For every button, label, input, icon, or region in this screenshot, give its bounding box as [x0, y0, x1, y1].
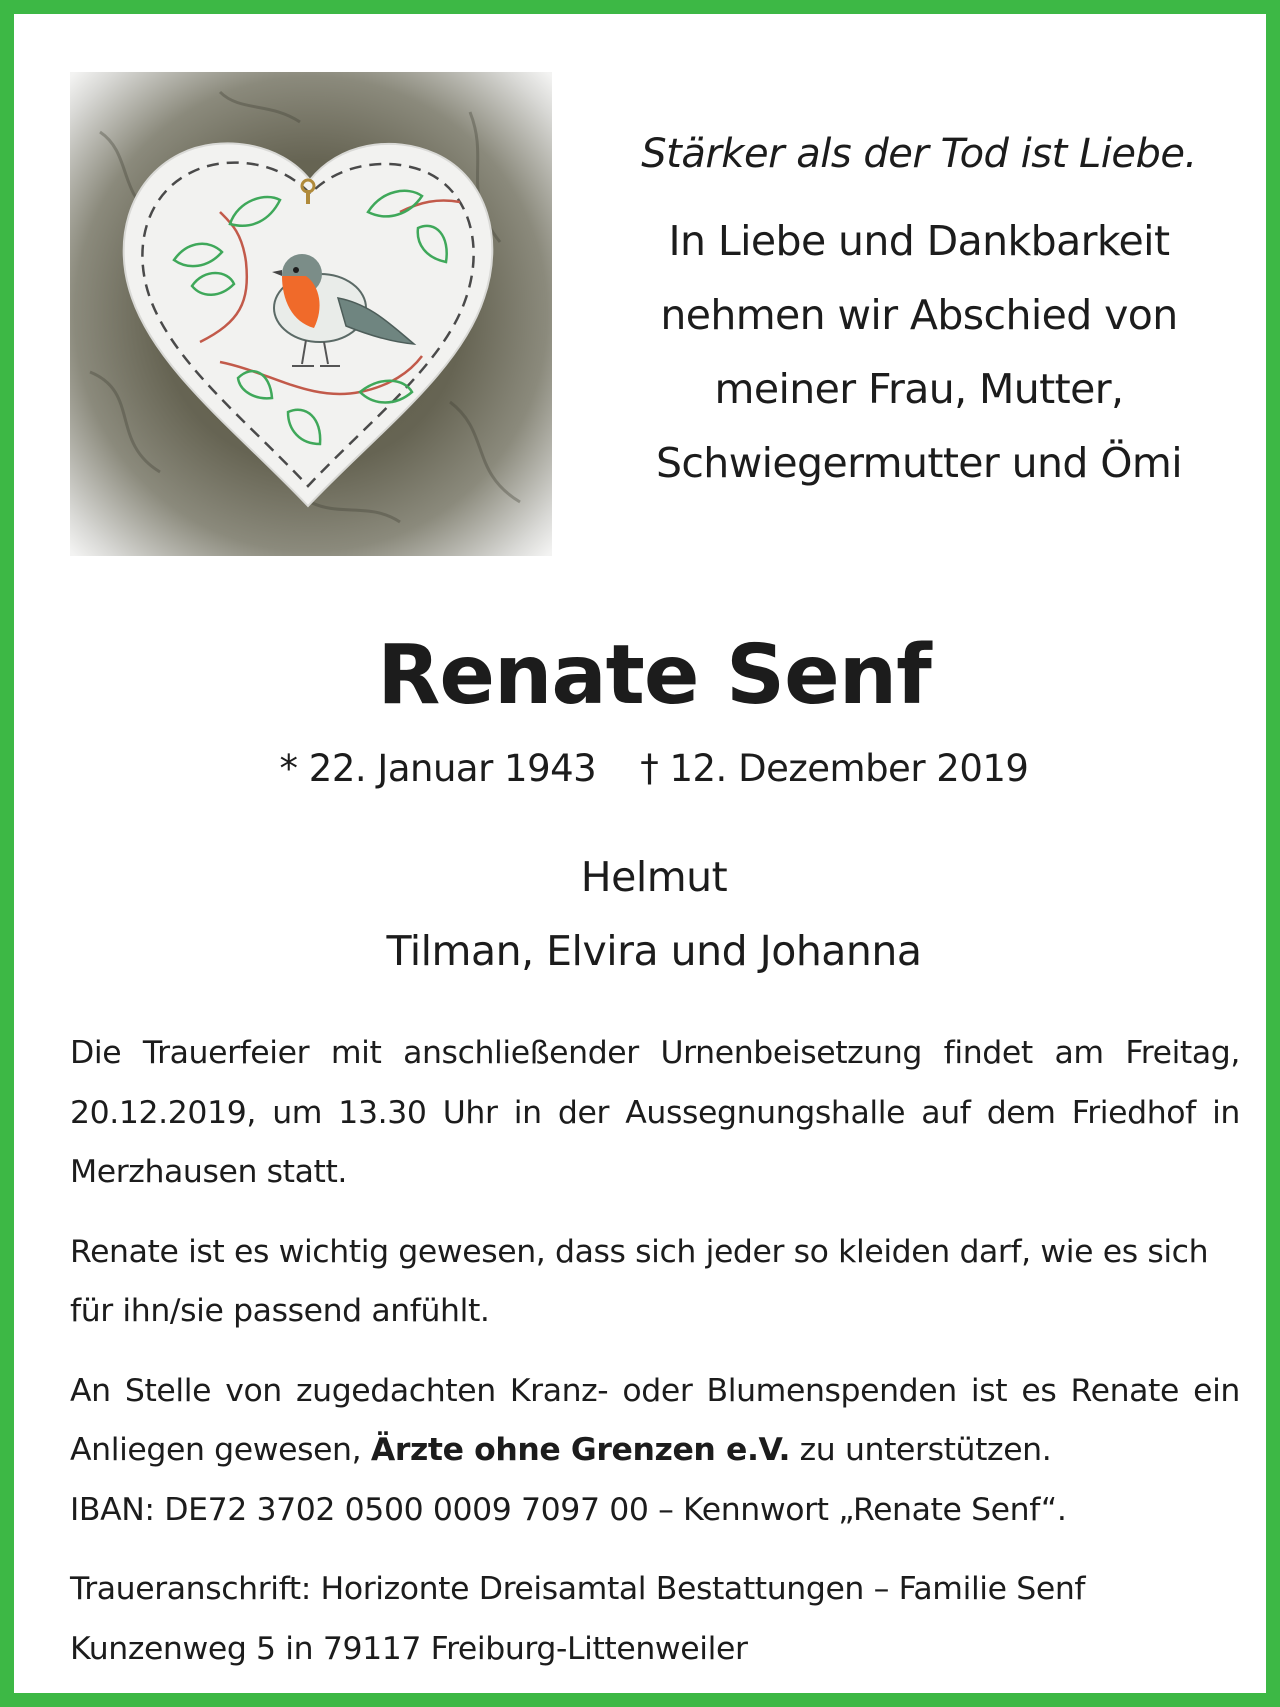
heart-robin-photo — [70, 72, 552, 556]
donation-paragraph — [70, 1362, 1240, 1541]
farewell-line: nehmen wir Abschied von — [660, 291, 1178, 339]
notice-body — [70, 1024, 1240, 1699]
deceased-name: Renate Senf — [377, 628, 931, 723]
mourners — [14, 840, 1280, 988]
dress-text: Renate ist es wichtig gewesen, dass sich jeder so kleiden darf, wie es sich für ihn/sie passend anfühlt. — [70, 1233, 1209, 1329]
farewell-line: Schwiegermutter und Ömi — [655, 439, 1183, 487]
heart-ornament-with-robin-icon — [70, 72, 552, 556]
donation-organization: Ärzte ohne Grenzen e.V. — [370, 1432, 791, 1468]
top-quote-block — [594, 126, 1244, 500]
ceremony-text: Die Trauerfeier mit anschließender Urnenbeisetzung findet am Freitag, 20.12.2019, um 13.30 Uhr in der Aussegnungshalle auf dem Friedhof in Merzhausen statt. — [70, 1035, 1240, 1190]
mourner-line: Helmut — [580, 853, 728, 901]
death-date: † 12. Dezember 2019 — [640, 747, 1029, 790]
donation-iban: IBAN: DE72 3702 0500 0009 7097 00 – Kennwort „Renate Senf“. — [70, 1491, 1067, 1528]
farewell-text — [594, 204, 1244, 500]
life-dates — [14, 744, 1280, 794]
donation-text-before: An Stelle von zugedachten Kranz- oder Blumenspenden ist es Renate ein Anliegen gewesen, — [70, 1372, 1240, 1468]
birth-date: * 22. Januar 1943 — [279, 747, 597, 790]
donation-text-after: zu unterstützen. — [799, 1432, 1052, 1468]
mourner-line: Tilman, Elvira und Johanna — [386, 927, 922, 975]
dress-paragraph — [70, 1223, 1240, 1342]
address-line: Traueranschrift: Horizonte Dreisamtal Bestattungen – Familie Senf — [70, 1571, 1086, 1607]
motto: Stärker als der Tod ist Liebe. — [641, 131, 1197, 177]
address-paragraph — [70, 1560, 1240, 1679]
farewell-line: meiner Frau, Mutter, — [714, 365, 1124, 413]
farewell-line: In Liebe und Dankbarkeit — [668, 217, 1170, 265]
ceremony-paragraph — [70, 1024, 1240, 1203]
address-line: Kunzenweg 5 in 79117 Freiburg-Littenweiler — [70, 1630, 748, 1667]
